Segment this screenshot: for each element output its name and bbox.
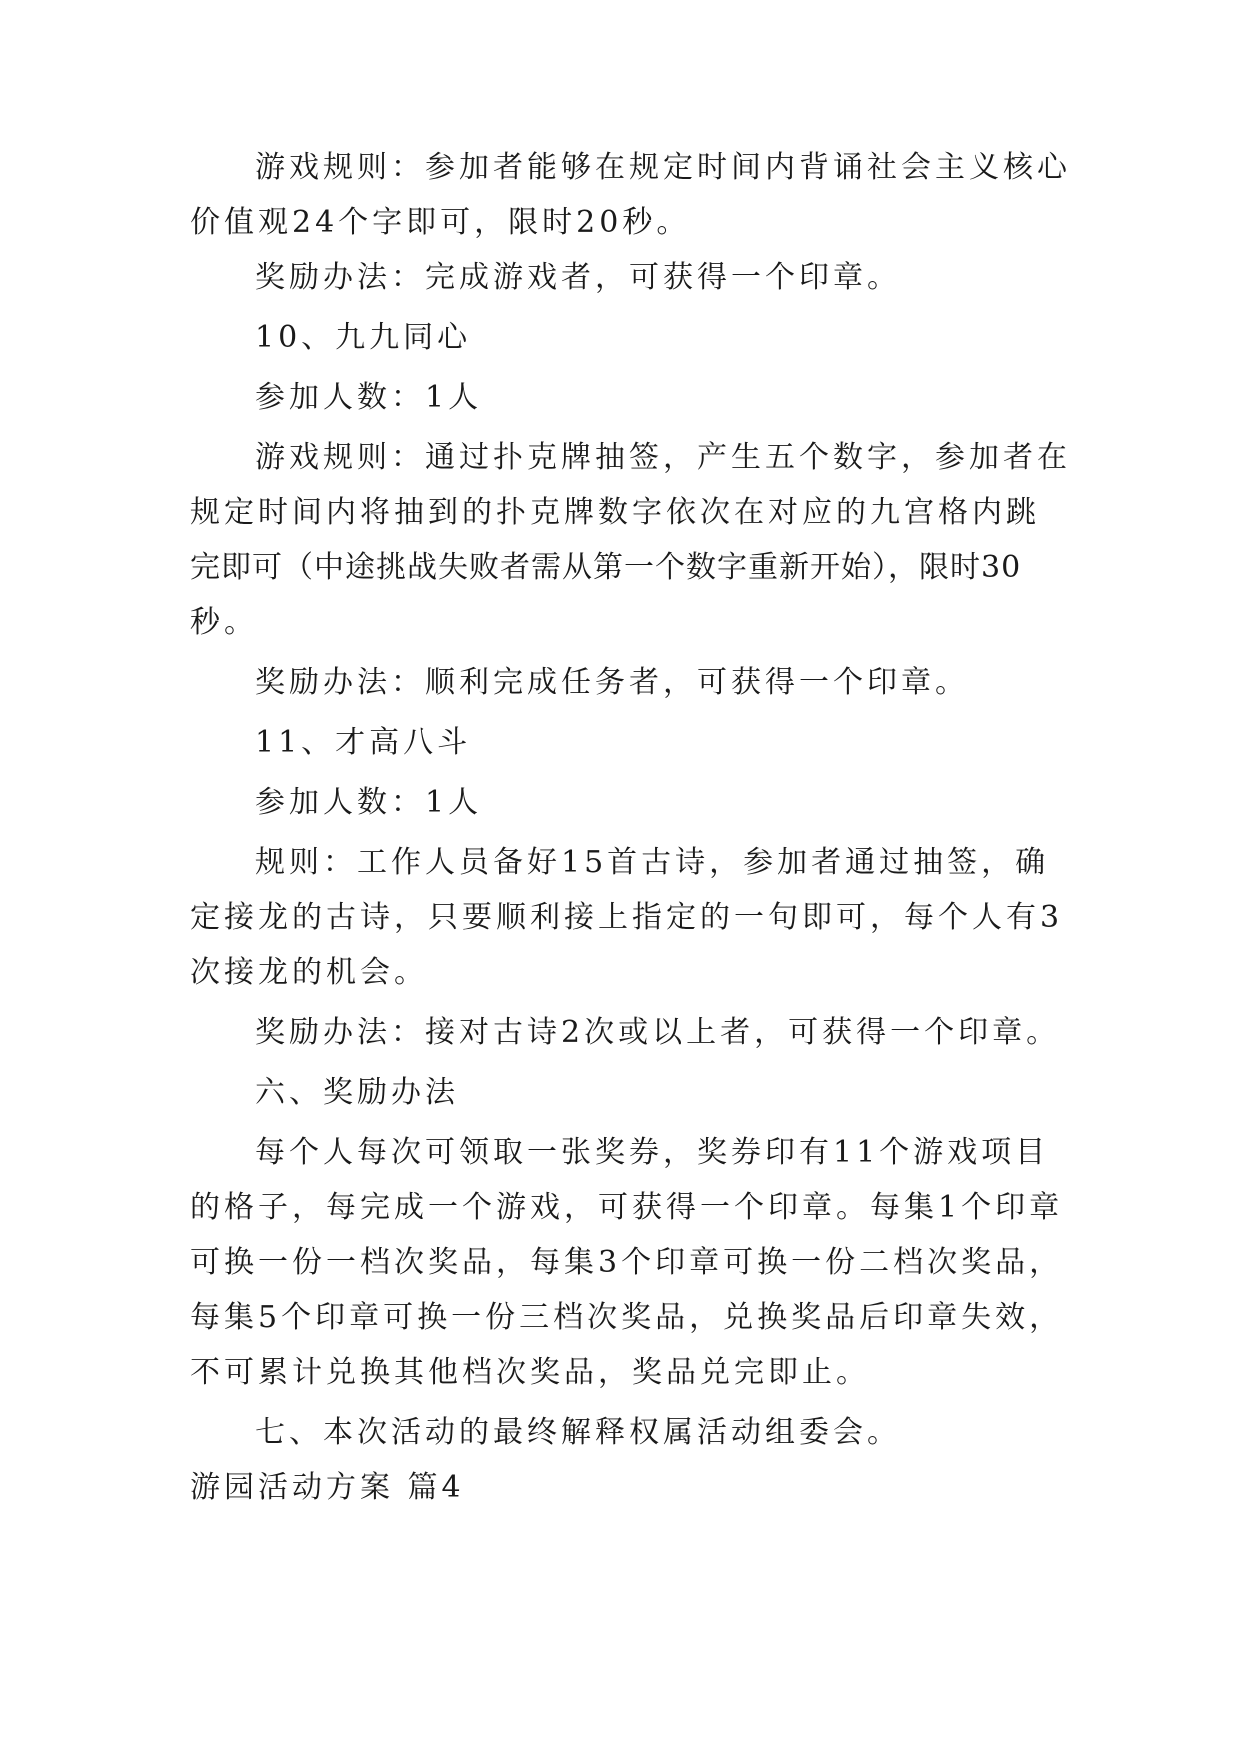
paragraph-line: 不可累计兑换其他档次奖品，奖品兑完即止。 (190, 1355, 870, 1390)
paragraph-line: 游戏规则：通过扑克牌抽签，产生五个数字，参加者在 (255, 440, 1071, 475)
paragraph-line: 每集5个印章可换一份三档次奖品，兑换奖品后印章失效， (190, 1300, 1064, 1335)
paragraph-line: 完即可（中途挑战失败者需从第一个数字重新开始），限时30 (190, 550, 1022, 585)
paragraph-line: 规则：工作人员备好15首古诗，参加者通过抽签，确 (255, 845, 1050, 880)
section-heading: 11、才高八斗 (255, 725, 472, 760)
paragraph-line: 每个人每次可领取一张奖券，奖券印有11个游戏项目 (255, 1135, 1050, 1170)
section-heading: 10、九九同心 (255, 320, 472, 355)
paragraph-line: 价值观24个字即可，限时20秒。 (190, 205, 691, 240)
paragraph-line: 规定时间内将抽到的扑克牌数字依次在对应的九宫格内跳 (190, 495, 1040, 530)
section-heading: 七、本次活动的最终解释权属活动组委会。 (255, 1415, 901, 1450)
paragraph-line: 定接龙的古诗，只要顺利接上指定的一句即可，每个人有3 (190, 900, 1064, 935)
paragraph-line: 奖励办法：顺利完成任务者，可获得一个印章。 (255, 665, 969, 700)
paragraph-line: 可换一份一档次奖品，每集3个印章可换一份二档次奖品， (190, 1245, 1064, 1280)
paragraph-line: 次接龙的机会。 (190, 955, 428, 990)
paragraph-line: 奖励办法：接对古诗2次或以上者，可获得一个印章。 (255, 1015, 1061, 1050)
page-title: 游园活动方案 篇4 (190, 1470, 465, 1505)
paragraph-line: 参加人数：1人 (255, 380, 483, 415)
paragraph-line: 游戏规则：参加者能够在规定时间内背诵社会主义核心 (255, 150, 1071, 185)
paragraph-line: 的格子，每完成一个游戏，可获得一个印章。每集1个印章 (190, 1190, 1064, 1225)
paragraph-line: 参加人数：1人 (255, 785, 483, 820)
section-heading: 六、奖励办法 (255, 1075, 459, 1110)
paragraph-line: 秒。 (190, 605, 258, 640)
paragraph-line: 奖励办法：完成游戏者，可获得一个印章。 (255, 260, 901, 295)
